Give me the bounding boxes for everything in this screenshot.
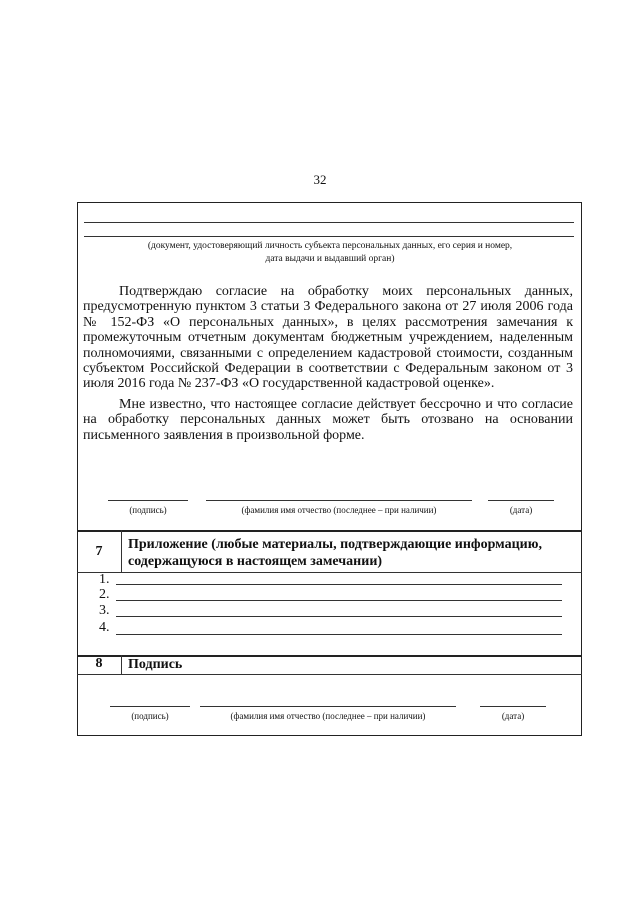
id-document-caption-line-2: дата выдачи и выдавший орган) (265, 254, 395, 264)
id-document-line-2[interactable] (84, 236, 574, 237)
id-document-line-1[interactable] (84, 222, 574, 223)
consent-paragraph: Подтверждаю согласие на обработку моих персональных данных, предусмотренную пунктом 3 статьи 3 Федерального закона от 27 июля 2006 года № 152-ФЗ «О персональных данных», в целях рассмотрения замечания к промежуточным отчетным документам бюджетным учреждением, наделенным полномочиями, связанными с определением кадастровой стоимости, созданным субъектом Российской Федерации в соответствии с Федеральным законом от 3 июля 2016 года № 237-ФЗ «О государственной кадастровой оценке». (83, 284, 573, 392)
signature-caption-2: (подпись) (131, 711, 169, 721)
attachment-item-3-line[interactable] (116, 616, 562, 617)
full-name-caption-2: (фамилия имя отчество (последнее – при наличии) (230, 711, 426, 721)
section-8-number: 8 (95, 656, 103, 671)
date-line-2[interactable] (480, 706, 546, 707)
attachment-item-2-label: 2. (99, 587, 110, 602)
attachment-item-4-label: 4. (99, 620, 110, 635)
section-7-title: Приложение (любые материалы, подтверждающие информацию, содержащуюся в настоящем замечании) (128, 537, 542, 569)
section-7-column-divider (121, 530, 122, 572)
section-7-top-border (77, 530, 582, 532)
attachment-item-1-label: 1. (99, 572, 110, 587)
section-7-bottom-border (77, 572, 582, 573)
page-number: 32 (313, 172, 327, 187)
full-name-caption: (фамилия имя отчество (последнее – при наличии) (241, 505, 437, 515)
consent-text-block (83, 284, 573, 443)
attachment-item-2-line[interactable] (116, 600, 562, 601)
section-8-bottom-border (77, 674, 582, 675)
date-line[interactable] (488, 500, 554, 501)
signature-caption: (подпись) (129, 505, 167, 515)
attachment-item-3-label: 3. (99, 603, 110, 618)
section-8-column-divider (121, 655, 122, 674)
full-name-line[interactable] (206, 500, 472, 501)
signature-line[interactable] (108, 500, 188, 501)
id-document-caption-line-1: (документ, удостоверяющий личность субъекта персональных данных, его серия и номер, (147, 241, 513, 251)
date-caption: (дата) (509, 505, 533, 515)
full-name-line-2[interactable] (200, 706, 456, 707)
date-caption-2: (дата) (501, 711, 525, 721)
section-7-number: 7 (95, 544, 103, 559)
attachment-item-1-line[interactable] (116, 584, 562, 585)
signature-line-2[interactable] (110, 706, 190, 707)
revocation-paragraph: Мне известно, что настоящее согласие действует бессрочно и что согласие на обработку персональных данных может быть отозвано на основании письменного заявления в произвольной форме. (83, 396, 573, 443)
section-8-title: Подпись (128, 657, 183, 672)
attachment-item-4-line[interactable] (116, 634, 562, 635)
